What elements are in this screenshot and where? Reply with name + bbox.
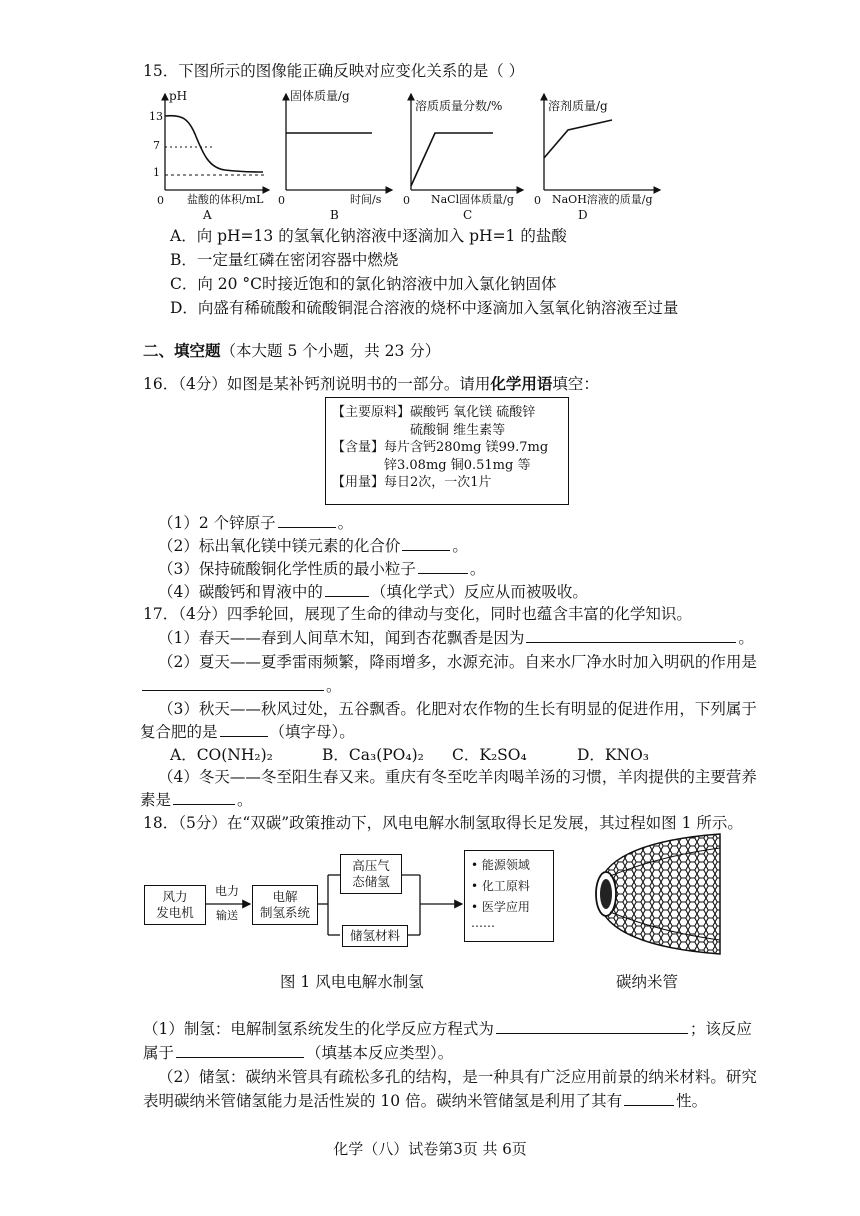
carbon-nanotube-image (580, 830, 730, 958)
q16-item-2-end: 。 (452, 537, 468, 555)
q17-choice-b: B．Ca₃(PO₄)₂ (322, 746, 424, 764)
wind-generator-box (144, 885, 206, 925)
q17-part-4-line2 (140, 790, 253, 810)
graph-d-line (544, 120, 612, 158)
box-line-5: 【用量】每日2次，一次1片 (332, 475, 492, 490)
graph-b (268, 86, 398, 221)
graph-a-curve (165, 116, 263, 172)
box-line-2: 硫酸铜 维生素等 (332, 422, 506, 438)
q16-item-1 (158, 513, 353, 533)
q16-item-2 (158, 536, 468, 556)
q16-item-1-text: （1）2 个锌原子 (158, 514, 276, 532)
graph-d (528, 86, 668, 221)
electrolysis-label: 电解 制氢系统 (259, 889, 310, 920)
q16-item-3-text: （3）保持硫酸铜化学性质的最小粒子 (158, 560, 416, 578)
use-energy: • 能源领域 (471, 858, 530, 872)
q16-item-3 (158, 559, 485, 579)
q17-choice-d: D．KNO₃ (577, 746, 649, 764)
graph-a-xlabel: 盐酸的体积/mL (187, 193, 264, 206)
graph-c-xlabel: NaCl固体质量/g (431, 193, 514, 206)
section-title-detail: （本大题 5 个小题，共 23 分） (220, 342, 441, 360)
graph-c-letter: C (463, 208, 473, 221)
q18-part-2: （2）储氢：碳纳米管具有疏松多孔的结构，是一种具有广泛应用前景的纳米材料。研究 (158, 1068, 757, 1086)
q16-item-2-text: （2）标出氧化镁中镁元素的化合价 (158, 537, 401, 555)
page-footer: 化学（八）试卷第3页 共 6页 (333, 1140, 527, 1158)
q16-stem-c: 填空： (552, 375, 599, 393)
q15-option-a: A．向 pH=13 的氢氧化钠溶液中逐滴加入 pH=1 的盐酸 (170, 227, 567, 245)
gas-storage-label: 高压气 态储氢 (352, 858, 390, 889)
q16-blank-3[interactable] (418, 559, 468, 574)
q17-part-1-text: （1）春天——春到人间草木知，闻到杏花飘香是因为 (158, 629, 525, 647)
graph-a-tick-1: 1 (153, 166, 160, 179)
q17-part-2: （2）夏天——夏季雷雨频繁，降雨增多，水源充沛。自来水厂净水时加入明矾的作用是 (158, 653, 757, 671)
q18-part-2-line2 (143, 1091, 707, 1111)
q18-stem: 18．（5分）在“双碳”政策推动下，风电电解水制氢取得长足发展，其过程如图 1 所示。 (143, 814, 743, 832)
graph-b-letter: B (330, 208, 339, 221)
arrow-label-top: 电力 (215, 884, 240, 898)
q17-part-3-text: 复合肥的是 (140, 723, 218, 741)
graph-c (395, 86, 530, 221)
q18-part-2-text: 表明碳纳米管储氢能力是活性炭的 10 倍。碳纳米管储氢是利用了其有 (143, 1092, 623, 1110)
figure-caption: 图 1 风电电解水制氢 (280, 973, 424, 991)
q17-blank-4[interactable] (173, 790, 235, 805)
q18-blank-3[interactable] (624, 1091, 674, 1106)
gas-storage-box (340, 854, 402, 894)
graph-d-origin: 0 (534, 194, 541, 207)
q17-part-3-line2 (140, 722, 355, 742)
q16-stem (143, 374, 599, 394)
graph-a-origin: 0 (157, 194, 164, 207)
q16-stem-emphasis: 化学用语 (490, 374, 553, 393)
q17-blank-3[interactable] (220, 722, 268, 737)
graph-d-letter: D (578, 208, 588, 221)
graph-c-ylabel: 溶质质量分数/% (415, 99, 503, 113)
graph-a-letter: A (203, 208, 212, 221)
section-title-main: 二、填空题 (143, 341, 221, 360)
graph-c-origin: 0 (403, 194, 410, 207)
box-line-1: 【主要原料】碳酸钙 氧化镁 硫酸锌 (332, 405, 536, 420)
q17-blank-1[interactable] (526, 628, 736, 643)
q16-blank-4[interactable] (325, 582, 369, 597)
q15-stem: 15．下图所示的图像能正确反映对应变化关系的是（ ） (143, 62, 525, 80)
graph-a-tick-13: 13 (149, 110, 163, 123)
q15-option-b: B．一定量红磷在密闭容器中燃烧 (170, 251, 399, 269)
q18-blank-1[interactable] (496, 1019, 688, 1034)
q17-part-4-text: 素是 (140, 791, 172, 809)
box-line-4: 锌3.08mg 铜0.51mg 等 (332, 457, 531, 473)
wind-generator-label: 风力 发电机 (156, 889, 194, 920)
q18-part-1-text: （1）制氢：电解制氢系统发生的化学反应方程式为 (143, 1020, 494, 1038)
q16-item-1-end: 。 (337, 514, 354, 532)
q16-item-4-tail: （填化学式）反应从而被吸收。 (370, 583, 588, 601)
q17-part-2-answer (140, 676, 342, 696)
q18-part-1-d: （填基本反应类型）。 (306, 1044, 454, 1062)
use-medical: • 医学应用 (471, 900, 530, 914)
graph-d-xlabel: NaOH溶液的质量/g (552, 193, 653, 206)
q18-blank-2[interactable] (176, 1043, 304, 1058)
q16-blank-2[interactable] (402, 536, 450, 551)
graph-b-origin: 0 (278, 194, 285, 207)
q17-part-4-end: 。 (237, 791, 253, 809)
q17-part-3-tail: （填字母）。 (269, 723, 355, 741)
q18-part-2-tail: 性。 (676, 1092, 708, 1110)
graph-a-ylabel: pH (169, 89, 188, 103)
supplement-label-box (325, 397, 569, 505)
q15-option-c: C．向 20 °C时接近饱和的氯化钠溶液中加入氯化钠固体 (170, 275, 557, 293)
storage-material-box (342, 925, 408, 947)
applications-box (464, 850, 554, 942)
q17-stem: 17．（4分）四季轮回，展现了生命的律动与变化，同时也蕴含丰富的化学知识。 (143, 605, 692, 623)
nanotube-caption: 碳纳米管 (616, 973, 679, 991)
graph-b-ylabel: 固体质量/g (290, 89, 350, 103)
q18-part-1-c: 属于 (143, 1044, 175, 1062)
q17-part-2-end: 。 (326, 677, 342, 695)
q17-part-1-end: 。 (738, 629, 754, 647)
q18-part-1-line2 (143, 1043, 453, 1063)
graph-d-ylabel: 溶剂质量/g (548, 99, 608, 113)
section-title (143, 341, 440, 361)
q18-part-1 (143, 1019, 752, 1039)
graph-b-xlabel: 时间/s (350, 193, 382, 206)
arrow-label-bottom: 输送 (216, 909, 238, 922)
storage-material-label: 储氢材料 (349, 928, 400, 943)
graph-a-tick-7: 7 (153, 139, 160, 152)
q17-part-3: （3）秋天——秋风过处，五谷飘香。化肥对农作物的生长有明显的促进作用，下列属于 (158, 700, 757, 718)
q15-option-d: D．向盛有稀硫酸和硫酸铜混合溶液的烧杯中逐滴加入氢氧化钠溶液至过量 (170, 299, 679, 317)
electrolysis-box (252, 885, 318, 925)
q16-stem-a: 16．（4分）如图是某补钙剂说明书的一部分。请用 (143, 375, 491, 393)
q17-blank-2[interactable] (142, 676, 324, 691)
q16-item-4 (158, 582, 588, 602)
q17-part-1 (158, 628, 754, 648)
box-line-3: 【含量】每片含钙280mg 镁99.7mg (332, 440, 549, 455)
q17-choice-c: C．K₂SO₄ (452, 746, 527, 764)
q17-choice-a: A．CO(NH₂)₂ (170, 746, 273, 764)
graph-c-line (411, 133, 493, 186)
q16-item-3-end: 。 (469, 560, 486, 578)
q16-item-4-text: （4）碳酸钙和胃液中的 (158, 583, 323, 601)
graph-a (145, 86, 275, 221)
use-chemical: • 化工原料 (471, 879, 530, 893)
q17-part-4: （4）冬天——冬至阳生春又来。重庆有冬至吃羊肉喝羊汤的习惯，羊肉提供的主要营养 (158, 768, 757, 786)
q16-blank-1[interactable] (278, 513, 336, 528)
q18-part-1-tail: ；该反应 (689, 1020, 752, 1038)
use-more: …… (471, 916, 495, 930)
